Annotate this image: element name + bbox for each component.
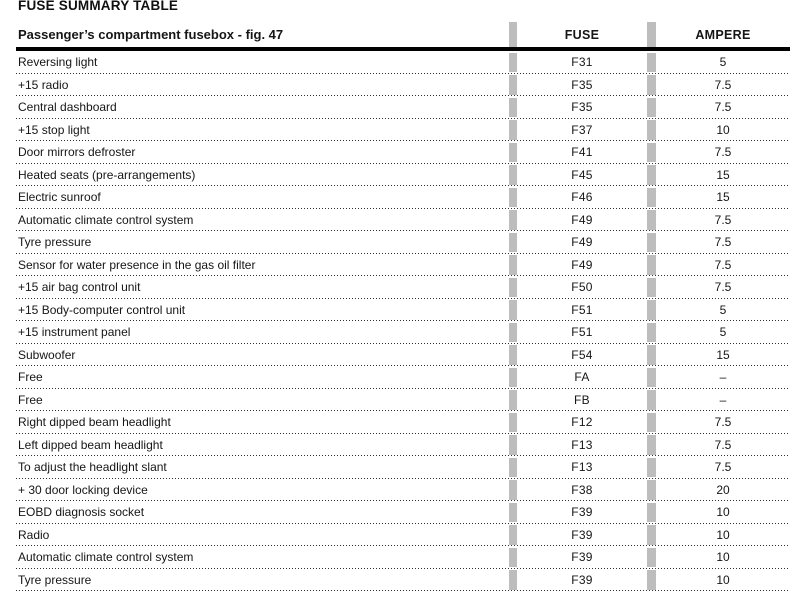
column-separator-bar bbox=[647, 22, 656, 47]
row-fuse: FA bbox=[574, 370, 590, 385]
row-ampere: 10 bbox=[716, 505, 730, 520]
table-row bbox=[16, 321, 790, 344]
row-ampere: 10 bbox=[716, 527, 730, 542]
column-separator-bar bbox=[647, 75, 656, 95]
table-body bbox=[16, 51, 790, 591]
row-ampere: 7.5 bbox=[714, 145, 732, 160]
column-separator-bar bbox=[509, 120, 517, 140]
column-separator-bar bbox=[509, 368, 517, 388]
row-ampere: 5 bbox=[719, 325, 727, 340]
table-row bbox=[16, 141, 790, 164]
table-row bbox=[16, 276, 790, 299]
column-separator-bar bbox=[509, 390, 517, 410]
row-fuse: F35 bbox=[571, 77, 593, 92]
row-ampere: – bbox=[719, 370, 727, 385]
column-separator-bar bbox=[509, 570, 517, 590]
table-row bbox=[16, 74, 790, 97]
table-row bbox=[16, 456, 790, 479]
row-description: Heated seats (pre-arrangements) bbox=[18, 167, 196, 182]
column-separator-bar bbox=[647, 165, 656, 185]
column-separator-bar bbox=[509, 22, 517, 47]
column-separator-bar bbox=[509, 413, 517, 433]
header-ampere: AMPERE bbox=[695, 27, 751, 42]
row-fuse: F49 bbox=[571, 257, 593, 272]
column-separator-bar bbox=[647, 323, 656, 343]
column-separator-bar bbox=[509, 480, 517, 500]
row-description: To adjust the headlight slant bbox=[18, 460, 167, 475]
row-description: Automatic climate control system bbox=[18, 212, 194, 227]
table-header-row bbox=[16, 22, 790, 51]
row-description: + 30 door locking device bbox=[18, 482, 148, 497]
row-fuse: F39 bbox=[571, 572, 593, 587]
row-description: Free bbox=[18, 392, 43, 407]
row-description: Door mirrors defroster bbox=[18, 145, 136, 160]
row-description: Left dipped beam headlight bbox=[18, 437, 163, 452]
column-separator-bar bbox=[509, 75, 517, 95]
table-row bbox=[16, 186, 790, 209]
row-fuse: F51 bbox=[571, 325, 593, 340]
row-ampere: 10 bbox=[716, 550, 730, 565]
row-ampere: 5 bbox=[719, 55, 727, 70]
row-fuse: F13 bbox=[571, 437, 593, 452]
page-title: FUSE SUMMARY TABLE bbox=[18, 0, 179, 13]
row-description: Central dashboard bbox=[18, 100, 117, 115]
table-row bbox=[16, 96, 790, 119]
table-row bbox=[16, 231, 790, 254]
row-fuse: F41 bbox=[571, 145, 593, 160]
row-description: EOBD diagnosis socket bbox=[18, 505, 145, 520]
row-fuse: F39 bbox=[571, 505, 593, 520]
column-separator-bar bbox=[647, 98, 656, 118]
row-ampere: 7.5 bbox=[714, 100, 732, 115]
column-separator-bar bbox=[509, 165, 517, 185]
row-description: +15 air bag control unit bbox=[18, 280, 141, 295]
table-row bbox=[16, 434, 790, 457]
row-ampere: 7.5 bbox=[714, 212, 732, 227]
table-row bbox=[16, 299, 790, 322]
column-separator-bar bbox=[647, 413, 656, 433]
column-separator-bar bbox=[647, 458, 656, 478]
row-fuse: F37 bbox=[571, 122, 593, 137]
table-row bbox=[16, 411, 790, 434]
row-ampere: 7.5 bbox=[714, 280, 732, 295]
row-fuse: F54 bbox=[571, 347, 593, 362]
row-fuse: F49 bbox=[571, 235, 593, 250]
row-fuse: F39 bbox=[571, 550, 593, 565]
column-separator-bar bbox=[647, 480, 656, 500]
row-ampere: 15 bbox=[716, 347, 730, 362]
column-separator-bar bbox=[647, 233, 656, 253]
row-ampere: 10 bbox=[716, 122, 730, 137]
row-fuse: FB bbox=[574, 392, 590, 407]
column-separator-bar bbox=[509, 278, 517, 298]
row-fuse: F31 bbox=[571, 55, 593, 70]
row-ampere: 5 bbox=[719, 302, 727, 317]
column-separator-bar bbox=[509, 233, 517, 253]
table-row bbox=[16, 164, 790, 187]
row-description: Tyre pressure bbox=[18, 572, 92, 587]
column-separator-bar bbox=[647, 120, 656, 140]
row-description: Sensor for water presence in the gas oil filter bbox=[18, 257, 256, 272]
table-row bbox=[16, 209, 790, 232]
fuse-summary-table bbox=[16, 22, 790, 591]
column-separator-bar bbox=[509, 435, 517, 455]
row-description: +15 stop light bbox=[18, 122, 90, 137]
header-description: Passenger’s compartment fusebox - fig. 47 bbox=[18, 27, 284, 42]
row-description: Automatic climate control system bbox=[18, 550, 194, 565]
row-ampere: 15 bbox=[716, 190, 730, 205]
row-description: Radio bbox=[18, 527, 50, 542]
column-separator-bar bbox=[647, 143, 656, 163]
row-ampere: 7.5 bbox=[714, 415, 732, 430]
row-fuse: F49 bbox=[571, 212, 593, 227]
row-description: Reversing light bbox=[18, 55, 98, 70]
column-separator-bar bbox=[647, 435, 656, 455]
row-ampere: 7.5 bbox=[714, 437, 732, 452]
table-row bbox=[16, 569, 790, 592]
row-ampere: – bbox=[719, 392, 727, 407]
column-separator-bar bbox=[509, 300, 517, 320]
column-separator-bar bbox=[509, 255, 517, 275]
table-row bbox=[16, 344, 790, 367]
table-row bbox=[16, 524, 790, 547]
table-row bbox=[16, 479, 790, 502]
column-separator-bar bbox=[647, 368, 656, 388]
column-separator-bar bbox=[509, 143, 517, 163]
table-row bbox=[16, 366, 790, 389]
column-separator-bar bbox=[647, 548, 656, 568]
table-row bbox=[16, 254, 790, 277]
column-separator-bar bbox=[509, 210, 517, 230]
table-row bbox=[16, 51, 790, 74]
row-description: Right dipped beam headlight bbox=[18, 415, 171, 430]
row-fuse: F46 bbox=[571, 190, 593, 205]
row-description: Tyre pressure bbox=[18, 235, 92, 250]
row-ampere: 10 bbox=[716, 572, 730, 587]
column-separator-bar bbox=[647, 188, 656, 208]
table-row bbox=[16, 501, 790, 524]
column-separator-bar bbox=[509, 458, 517, 478]
column-separator-bar bbox=[647, 255, 656, 275]
row-ampere: 7.5 bbox=[714, 77, 732, 92]
table-row bbox=[16, 389, 790, 412]
row-fuse: F12 bbox=[571, 415, 593, 430]
header-fuse: FUSE bbox=[564, 27, 600, 42]
column-separator-bar bbox=[509, 53, 517, 73]
column-separator-bar bbox=[647, 525, 656, 545]
row-description: +15 instrument panel bbox=[18, 325, 131, 340]
row-fuse: F35 bbox=[571, 100, 593, 115]
column-separator-bar bbox=[509, 548, 517, 568]
row-description: Subwoofer bbox=[18, 347, 76, 362]
column-separator-bar bbox=[647, 53, 656, 73]
column-separator-bar bbox=[647, 278, 656, 298]
row-ampere: 7.5 bbox=[714, 257, 732, 272]
row-fuse: F50 bbox=[571, 280, 593, 295]
column-separator-bar bbox=[647, 300, 656, 320]
row-ampere: 7.5 bbox=[714, 235, 732, 250]
row-fuse: F13 bbox=[571, 460, 593, 475]
table-row bbox=[16, 546, 790, 569]
column-separator-bar bbox=[509, 345, 517, 365]
column-separator-bar bbox=[647, 210, 656, 230]
row-ampere: 20 bbox=[716, 482, 730, 497]
row-description: Free bbox=[18, 370, 43, 385]
column-separator-bar bbox=[647, 390, 656, 410]
row-fuse: F45 bbox=[571, 167, 593, 182]
table-row bbox=[16, 119, 790, 142]
row-ampere: 7.5 bbox=[714, 460, 732, 475]
column-separator-bar bbox=[509, 525, 517, 545]
row-ampere: 15 bbox=[716, 167, 730, 182]
row-description: Electric sunroof bbox=[18, 190, 101, 205]
column-separator-bar bbox=[647, 570, 656, 590]
column-separator-bar bbox=[647, 503, 656, 523]
column-separator-bar bbox=[509, 503, 517, 523]
column-separator-bar bbox=[509, 323, 517, 343]
row-fuse: F39 bbox=[571, 527, 593, 542]
column-separator-bar bbox=[509, 188, 517, 208]
column-separator-bar bbox=[509, 98, 517, 118]
row-fuse: F38 bbox=[571, 482, 593, 497]
row-description: +15 Body-computer control unit bbox=[18, 302, 186, 317]
column-separator-bar bbox=[647, 345, 656, 365]
row-description: +15 radio bbox=[18, 77, 69, 92]
row-fuse: F51 bbox=[571, 302, 593, 317]
